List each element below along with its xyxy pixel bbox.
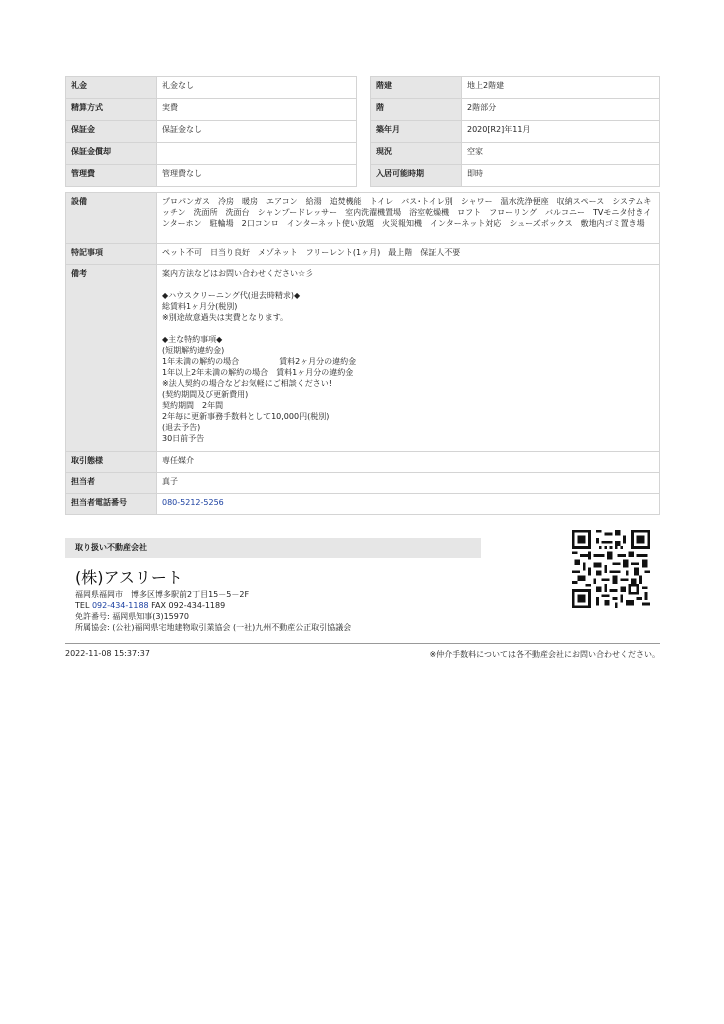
row-value: 礼金なし — [157, 77, 357, 99]
agency-fax: FAX 092-434-1189 — [148, 601, 226, 610]
property-terms-table — [65, 76, 357, 187]
footer-divider — [65, 643, 660, 644]
agency-license: 免許番号: 福岡県知事(3)15970 — [75, 612, 190, 621]
row-value: 実費 — [157, 99, 357, 121]
row-label: 築年月 — [371, 121, 462, 143]
agency-association: 所属協会: (公社)福岡県宅地建物取引業協会 (一社)九州不動産公正取引協議会 — [75, 623, 352, 632]
staff-label: 担当者 — [66, 473, 157, 494]
table-row — [371, 165, 660, 187]
table-row — [66, 244, 660, 265]
facilities-label: 設備 — [66, 193, 157, 244]
special-value: ペット不可 日当り良好 メゾネット フリーレント(1ヶ月) 最上階 保証人不要 — [157, 244, 660, 265]
row-label: 階 — [371, 99, 462, 121]
row-value — [157, 143, 357, 165]
table-row — [66, 99, 357, 121]
row-label: 管理費 — [66, 165, 157, 187]
print-timestamp: 2022-11-08 15:37:37 — [65, 649, 150, 658]
agency-contact — [75, 600, 351, 611]
footer-note: ※仲介手数料については各不動産会社にお問い合わせください。 — [429, 650, 660, 659]
building-info-table — [370, 76, 660, 187]
table-row — [66, 143, 357, 165]
agency-address: 福岡県福岡市 博多区博多駅前2丁目15－5－2F — [75, 590, 250, 599]
agency-name: (株)アスリート — [75, 568, 183, 587]
row-value: 管理費なし — [157, 165, 357, 187]
trade-value: 専任媒介 — [157, 452, 660, 473]
row-label: 保証金償却 — [66, 143, 157, 165]
table-row — [371, 143, 660, 165]
row-label: 精算方式 — [66, 99, 157, 121]
qr-code-icon — [572, 530, 650, 608]
row-label: 階建 — [371, 77, 462, 99]
row-value: 地上2階建 — [462, 77, 660, 99]
table-row — [66, 452, 660, 473]
facilities-value: プロパンガス 冷房 暖房 エアコン 給湯 追焚機能 トイレ バス･トイレ別 シャワー 温水洗浄便座 収納スペース システムキッチン 洗面所 洗面台 シャンプードレッサー 室内洗濯機置場 浴室乾燥機 ロフト フローリング バルコニー TVモニタ付きインターホン 駐輪場 2口コンロ インターネット使い放題 火災報知機 インターネット対応 シューズボックス 敷地内ゴミ置き場 — [157, 193, 660, 244]
special-label: 特記事項 — [66, 244, 157, 265]
table-row — [371, 99, 660, 121]
phone-label: 担当者電話番号 — [66, 494, 157, 515]
table-row — [66, 165, 357, 187]
tel-prefix: TEL — [75, 601, 92, 610]
agency-section-header: 取り扱い不動産会社 — [65, 538, 481, 558]
remarks-label: 備考 — [66, 265, 157, 452]
details-table — [65, 192, 660, 515]
row-value: 即時 — [462, 165, 660, 187]
table-row — [66, 473, 660, 494]
table-row — [371, 121, 660, 143]
table-row — [66, 193, 660, 244]
table-row — [371, 77, 660, 99]
table-row — [66, 494, 660, 515]
agency-details — [75, 589, 351, 633]
table-row — [66, 265, 660, 452]
staff-phone-link[interactable]: 080-5212-5256 — [162, 498, 224, 507]
remarks-value: 案内方法などはお問い合わせください☆彡 ◆ハウスクリーニング代(退去時精求)◆ 総賃料1ヶ月分(税別) ※別途故意過失は実費となります。 ◆主な特約事項◆ (短期解約違約金) 1年未満の解約の場合 賃料2ヶ月分の違約金 1年以上2年未満の解約の場合 賃料1ヶ月分の違約金 ※法人契約の場合などお気軽にご相談ください! (契約期間及び更新費用) 契約期間 2年間 2年毎に更新事務手数料として10,000円(税別) (退去予告) 30日前予告 — [157, 265, 660, 452]
row-label: 入居可能時期 — [371, 165, 462, 187]
row-value: 保証金なし — [157, 121, 357, 143]
phone-value — [157, 494, 660, 515]
row-value: 空家 — [462, 143, 660, 165]
row-label: 礼金 — [66, 77, 157, 99]
trade-label: 取引態様 — [66, 452, 157, 473]
agency-tel-link[interactable]: 092-434-1188 — [91, 601, 149, 610]
row-label: 保証金 — [66, 121, 157, 143]
table-row — [66, 77, 357, 99]
staff-value: 真子 — [157, 473, 660, 494]
row-value: 2020[R2]年11月 — [462, 121, 660, 143]
row-value: 2階部分 — [462, 99, 660, 121]
row-label: 現況 — [371, 143, 462, 165]
table-row — [66, 121, 357, 143]
